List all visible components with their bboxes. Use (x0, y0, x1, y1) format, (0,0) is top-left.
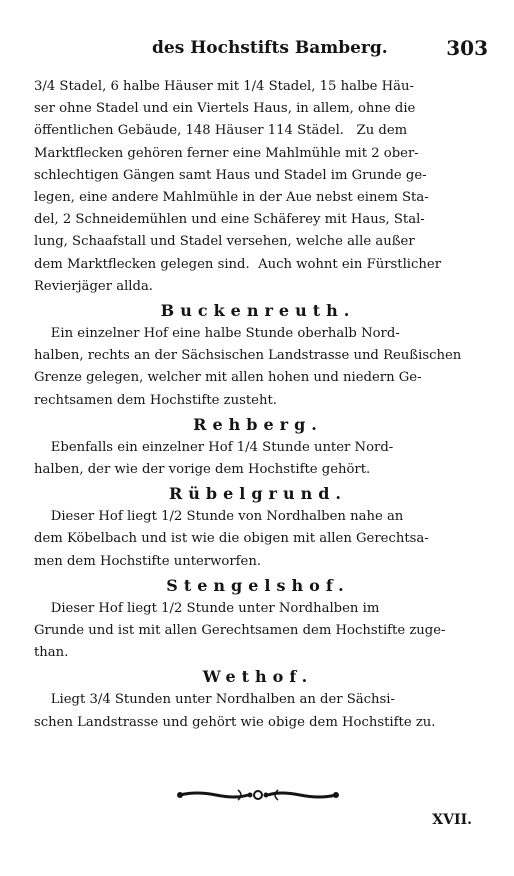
text-line: dem Köbelbach und ist wie die obigen mit allen Gerechtsa- (34, 531, 429, 547)
text-line: Ein einzelner Hof eine halbe Stunde oberhalb Nord- (34, 326, 400, 342)
section-heading: Rehberg. (193, 414, 323, 434)
intro-paragraph (34, 76, 482, 298)
text-line: öffentlichen Gebäude, 148 Häuser 114 Städel. Zu dem (34, 123, 408, 139)
text-line: Ebenfalls ein einzelner Hof 1/4 Stunde unter Nord- (34, 439, 394, 455)
text-line: ser ohne Stadel und ein Viertels Haus, in allem, ohne die (34, 101, 416, 117)
section-buckenreuth (34, 299, 482, 412)
text-line: Liegt 3/4 Stunden unter Nordhalben an der Sächsi- (34, 692, 395, 708)
text-line: Dieser Hof liegt 1/2 Stunde von Nordhalben nahe an (34, 509, 404, 525)
text-line: Dieser Hof liegt 1/2 Stunde unter Nordhalben im (34, 600, 380, 616)
text-line: halben, rechts an der Sächsischen Landstrasse und Reußischen (34, 348, 462, 364)
running-title: des Hochstifts Bamberg. (152, 38, 388, 58)
section-heading: Buckenreuth. (160, 301, 356, 321)
section-heading: Rübelgrund. (168, 484, 347, 504)
text-line: schen Landstrasse und gehört wie obige dem Hochstifte zu. (34, 714, 436, 730)
text-line: 3/4 Stadel, 6 halbe Häuser mit 1/4 Stadel, 15 halbe Häu- (34, 79, 414, 94)
section-rehberg (34, 413, 482, 481)
body-text (34, 76, 482, 734)
section-ruebelgrund (34, 482, 482, 573)
ornament-divider-icon (176, 785, 340, 805)
text-line: men dem Hochstifte unterworfen. (34, 553, 262, 569)
text-line: than. (34, 645, 69, 661)
page-header (152, 36, 488, 66)
text-line: Revierjäger allda. (34, 278, 153, 294)
page-number: 303 (446, 36, 488, 60)
text-line: del, 2 Schneidemühlen und eine Schäferey mit Haus, Stal- (34, 212, 425, 228)
section-heading: Stengelshof. (166, 575, 350, 595)
text-line: rechtsamen dem Hochstifte zusteht. (34, 392, 277, 408)
section-stengelshof (34, 574, 482, 665)
section-heading: Wethof. (202, 667, 314, 687)
text-line: Marktflecken gehören ferner eine Mahlmühle mit 2 ober- (34, 145, 419, 161)
text-line: Grenze gelegen, welcher mit allen hohen und niedern Ge- (34, 370, 422, 386)
catchword: XVII. (432, 812, 472, 828)
section-wethof (34, 665, 482, 733)
text-line: Grunde und ist mit allen Gerechtsamen dem Hochstifte zuge- (34, 623, 446, 639)
text-line: legen, eine andere Mahlmühle in der Aue nebst einem Sta- (34, 190, 429, 206)
text-line: schlechtigen Gängen samt Haus und Stadel im Grunde ge- (34, 167, 427, 183)
text-line: lung, Schaafstall und Stadel versehen, welche alle außer (34, 234, 415, 250)
text-line: dem Marktflecken gelegen sind. Auch wohnt ein Fürstlicher (34, 256, 442, 272)
text-line: halben, der wie der vorige dem Hochstifte gehört. (34, 462, 371, 478)
